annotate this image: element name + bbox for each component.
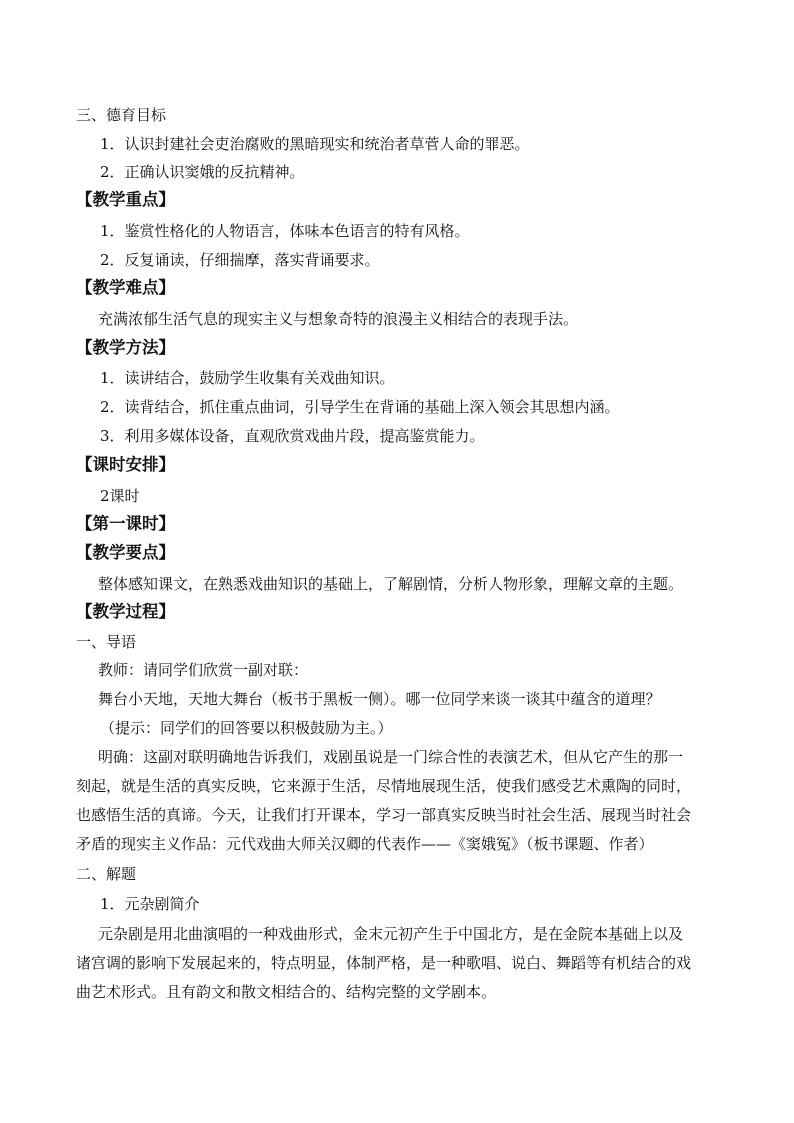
intro-heading: 一、导语	[76, 633, 137, 651]
intro-clarify-line-4: 矛盾的现实主义作品：元代戏曲大师关汉卿的代表作——《窦娥冤》（板书课题、作者）	[76, 835, 654, 853]
essentials-heading: 【教学要点】	[76, 543, 175, 562]
intro-clarify-line-1: 明确：这副对联明确地告诉我们，戏剧虽说是一门综合性的表演艺术，但从它产生的那一	[98, 748, 684, 766]
explain-body-line-3: 曲艺术形式。且有韵文和散文相结合的、结构完整的文学剧本。	[76, 983, 497, 1001]
method-item-1: 1．读讲结合，鼓励学生收集有关戏曲知识。	[100, 369, 395, 387]
method-item-3: 3．利用多媒体设备，直观欣赏戏曲片段，提高鉴赏能力。	[100, 427, 485, 445]
intro-hint: （提示：同学们的回答要以积极鼓励为主。）	[100, 719, 393, 737]
explain-heading: 二、解题	[76, 865, 137, 883]
intro-couplet: 舞台小天地，天地大舞台（板书于黑板一侧）。哪一位同学来谈一谈其中蕴含的道理？	[98, 690, 661, 708]
method-item-2: 2．读背结合，抓住重点曲词，引导学生在背诵的基础上深入领会其思想内涵。	[100, 398, 620, 416]
key-point-item-1: 1．鉴赏性格化的人物语言，体味本色语言的特有风格。	[100, 222, 470, 240]
key-point-item-2: 2．反复诵读，仔细揣摩，落实背诵要求。	[100, 251, 380, 269]
process-heading: 【教学过程】	[76, 602, 175, 621]
intro-clarify-line-3: 也感悟生活的真谛。今天，让我们打开课本，学习一部真实反映当时社会生活、展现当时社会	[76, 806, 692, 824]
difficulties-text: 充满浓郁生活气息的现实主义与想象奇特的浪漫主义相结合的表现手法。	[98, 310, 579, 328]
explain-sub-heading: 1．元杂剧简介	[100, 895, 200, 913]
methods-heading: 【教学方法】	[76, 338, 175, 357]
schedule-heading: 【课时安排】	[76, 455, 175, 474]
schedule-text: 2课时	[100, 487, 140, 505]
key-points-heading: 【教学重点】	[76, 190, 175, 209]
moral-goal-item-2: 2．正确认识窦娥的反抗精神。	[100, 163, 305, 181]
intro-clarify-line-2: 刻起，就是生活的真实反映，它来源于生活，尽情地展现生活，使我们感受艺术熏陶的同时，	[76, 777, 692, 795]
moral-goals-heading: 三、德育目标	[76, 106, 167, 124]
intro-teacher: 教师：请同学们欣赏一副对联：	[98, 661, 309, 679]
first-lesson-heading: 【第一课时】	[76, 514, 175, 533]
essentials-text: 整体感知课文，在熟悉戏曲知识的基础上，了解剧情，分析人物形象，理解文章的主题。	[98, 575, 684, 593]
difficulties-heading: 【教学难点】	[76, 278, 175, 297]
explain-body-line-1: 元杂剧是用北曲演唱的一种戏曲形式，金末元初产生于中国北方，是在金院本基础上以及	[98, 925, 684, 943]
explain-body-line-2: 诸宫调的影响下发展起来的，特点明显，体制严格，是一种歌唱、说白、舞蹈等有机结合的戏	[76, 954, 692, 972]
moral-goal-item-1: 1．认识封建社会吏治腐败的黑暗现实和统治者草菅人命的罪恶。	[100, 135, 530, 153]
